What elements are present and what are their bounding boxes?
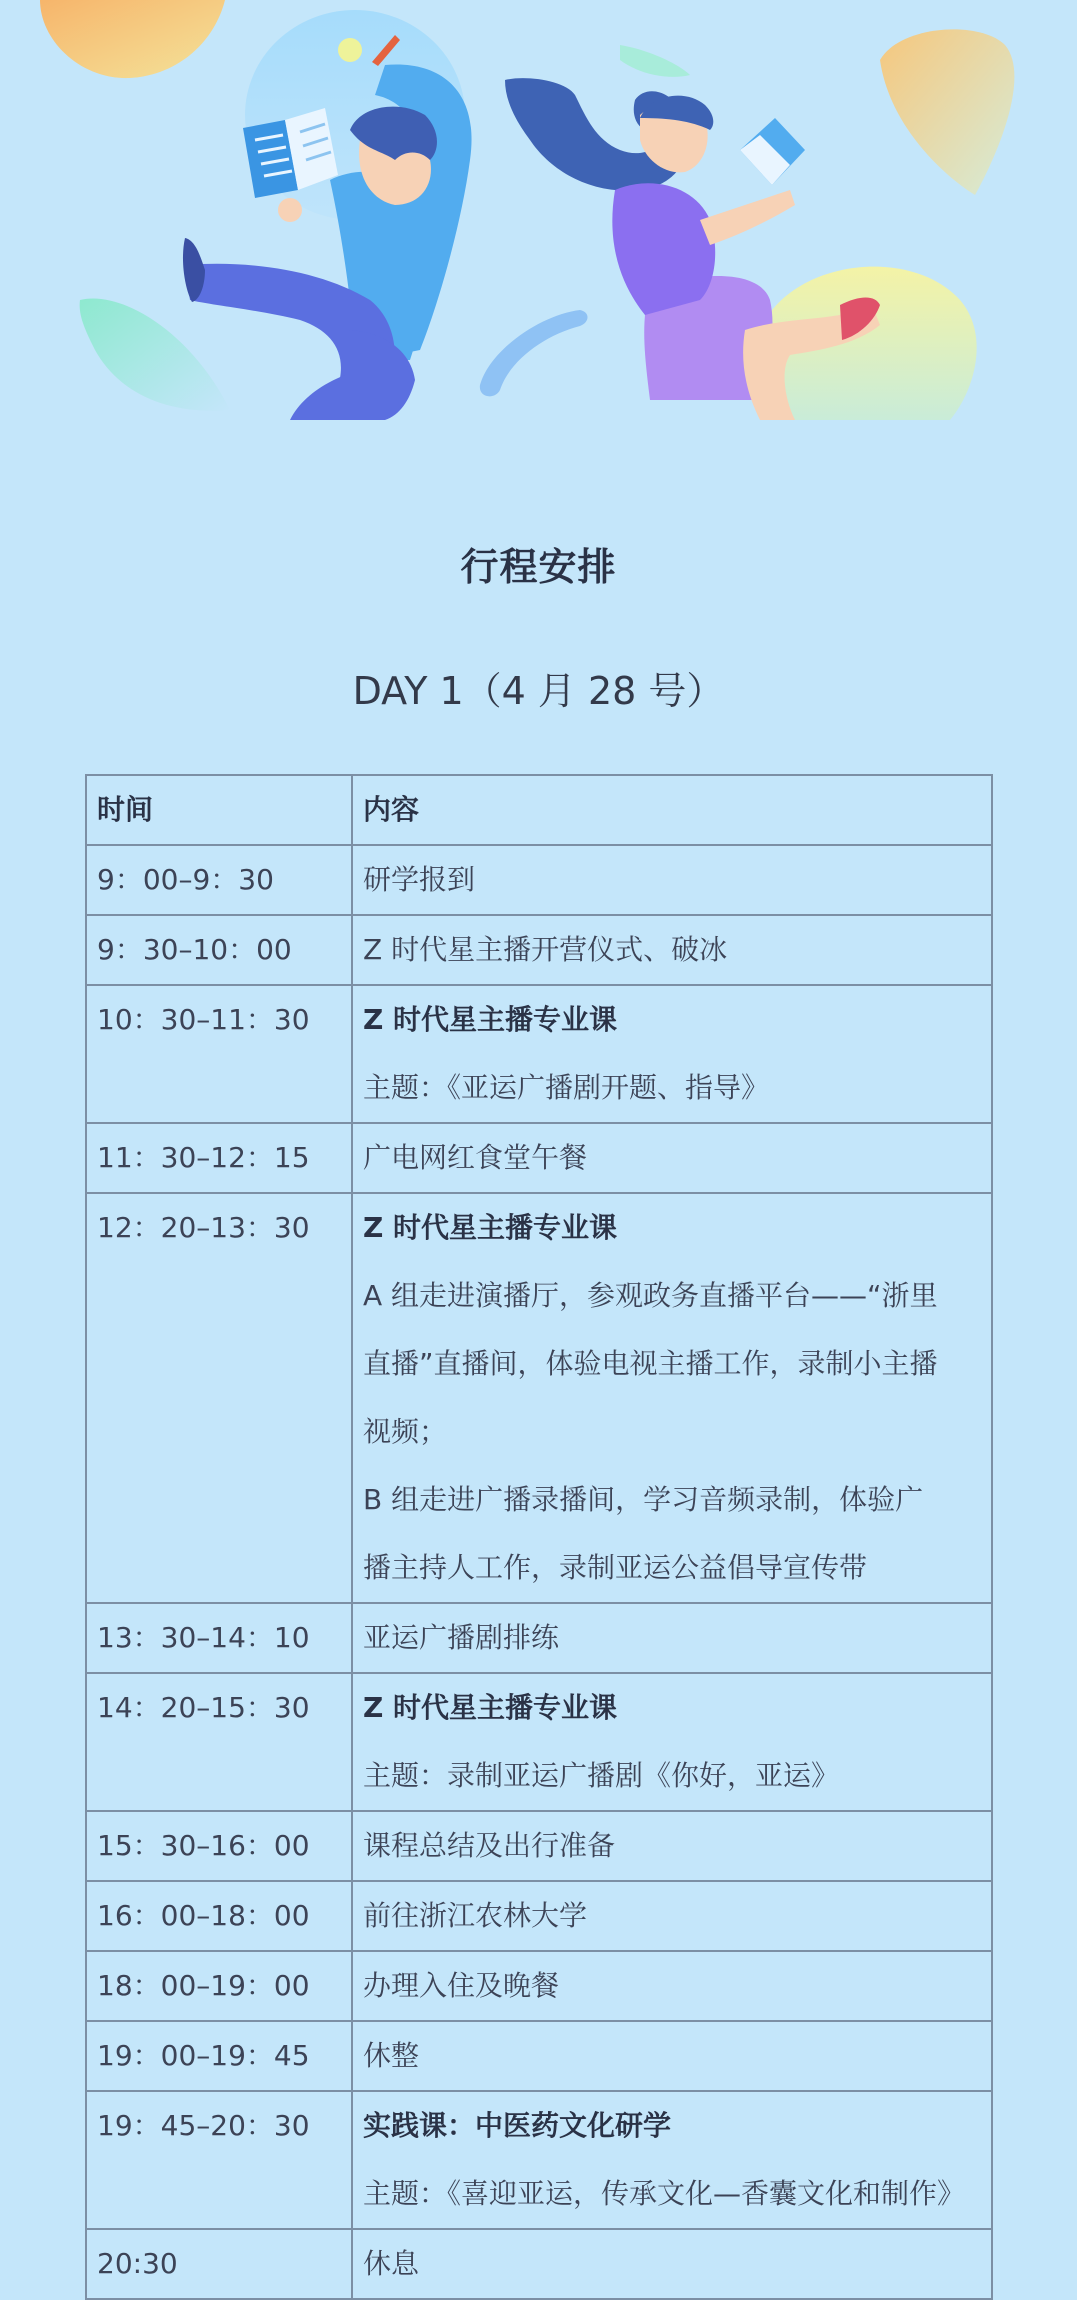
content-cell — [352, 2091, 992, 2229]
time-cell: 14：20–15：30 — [86, 1673, 352, 1811]
table-row — [86, 2021, 992, 2091]
table-row — [86, 1951, 992, 2021]
table-row — [86, 1123, 992, 1193]
content-line: 主题：《喜迎亚运，传承文化—香囊文化和制作》 — [363, 2177, 966, 2210]
time-cell: 10：30–11：30 — [86, 985, 352, 1123]
table-row — [86, 1881, 992, 1951]
schedule-table — [85, 774, 993, 2300]
content-cell — [352, 1123, 992, 1193]
header-content: 内容 — [352, 775, 992, 845]
content-cell — [352, 1951, 992, 2021]
content-line: 研学报到 — [363, 863, 476, 896]
content-line: 直播”直播间，体验电视主播工作，录制小主播 — [363, 1347, 938, 1380]
table-row — [86, 1673, 992, 1811]
table-row — [86, 1193, 992, 1603]
time-cell: 15：30–16：00 — [86, 1811, 352, 1881]
content-heading: 实践课：中医药文化研学 — [363, 2109, 672, 2142]
boy-reading-icon — [183, 10, 472, 420]
table-row — [86, 2091, 992, 2229]
table-row — [86, 845, 992, 915]
table-header-row — [86, 775, 992, 845]
content-cell — [352, 1811, 992, 1881]
content-line: 前往浙江农林大学 — [363, 1899, 588, 1932]
content-cell — [352, 1193, 992, 1603]
schedule-body — [86, 845, 992, 2299]
content-line: 主题：录制亚运广播剧《你好，亚运》 — [363, 1759, 840, 1792]
content-line: 播主持人工作，录制亚运公益倡导宣传带 — [363, 1551, 868, 1584]
table-row — [86, 985, 992, 1123]
time-cell: 16：00–18：00 — [86, 1881, 352, 1951]
content-cell — [352, 1603, 992, 1673]
content-line: 视频； — [363, 1415, 448, 1448]
content-cell — [352, 845, 992, 915]
content-heading: Z 时代星主播专业课 — [363, 1691, 618, 1724]
content-heading: Z 时代星主播专业课 — [363, 1211, 618, 1244]
time-cell: 13：30–14：10 — [86, 1603, 352, 1673]
content-line: Z 时代星主播开营仪式、破冰 — [363, 933, 728, 966]
table-row — [86, 1603, 992, 1673]
hero-illustration — [0, 0, 1077, 430]
content-line: 课程总结及出行准备 — [363, 1829, 616, 1862]
table-row — [86, 1811, 992, 1881]
content-line: 亚运广播剧排练 — [363, 1621, 560, 1654]
content-line: 主题：《亚运广播剧开题、指导》 — [363, 1071, 770, 1104]
content-line: 休息 — [363, 2247, 420, 2280]
table-row — [86, 2229, 992, 2299]
time-cell: 19：00–19：45 — [86, 2021, 352, 2091]
content-line: A 组走进演播厅，参观政务直播平台——“浙里 — [363, 1279, 938, 1312]
header-time: 时间 — [86, 775, 352, 845]
page-title: 行程安排 — [460, 545, 617, 589]
content-cell — [352, 915, 992, 985]
content-line: B 组走进广播录播间，学习音频录制，体验广 — [363, 1483, 924, 1516]
day-title: DAY 1（4 月 28 号） — [352, 669, 725, 713]
content-line: 办理入住及晚餐 — [363, 1969, 560, 2002]
content-line: 广电网红食堂午餐 — [363, 1141, 588, 1174]
time-cell: 20:30 — [86, 2229, 352, 2299]
content-cell — [352, 1881, 992, 1951]
content-cell — [352, 2021, 992, 2091]
content-line: 休整 — [363, 2039, 420, 2072]
time-cell: 12：20–13：30 — [86, 1193, 352, 1603]
content-cell — [352, 2229, 992, 2299]
decorative-blobs — [40, 0, 1014, 420]
table-row — [86, 915, 992, 985]
content-cell — [352, 1673, 992, 1811]
content-cell — [352, 985, 992, 1123]
content-heading: Z 时代星主播专业课 — [363, 1003, 618, 1036]
time-cell: 18：00–19：00 — [86, 1951, 352, 2021]
time-cell: 9：00–9：30 — [86, 845, 352, 915]
time-cell: 19：45–20：30 — [86, 2091, 352, 2229]
time-cell: 9：30–10：00 — [86, 915, 352, 985]
time-cell: 11：30–12：15 — [86, 1123, 352, 1193]
